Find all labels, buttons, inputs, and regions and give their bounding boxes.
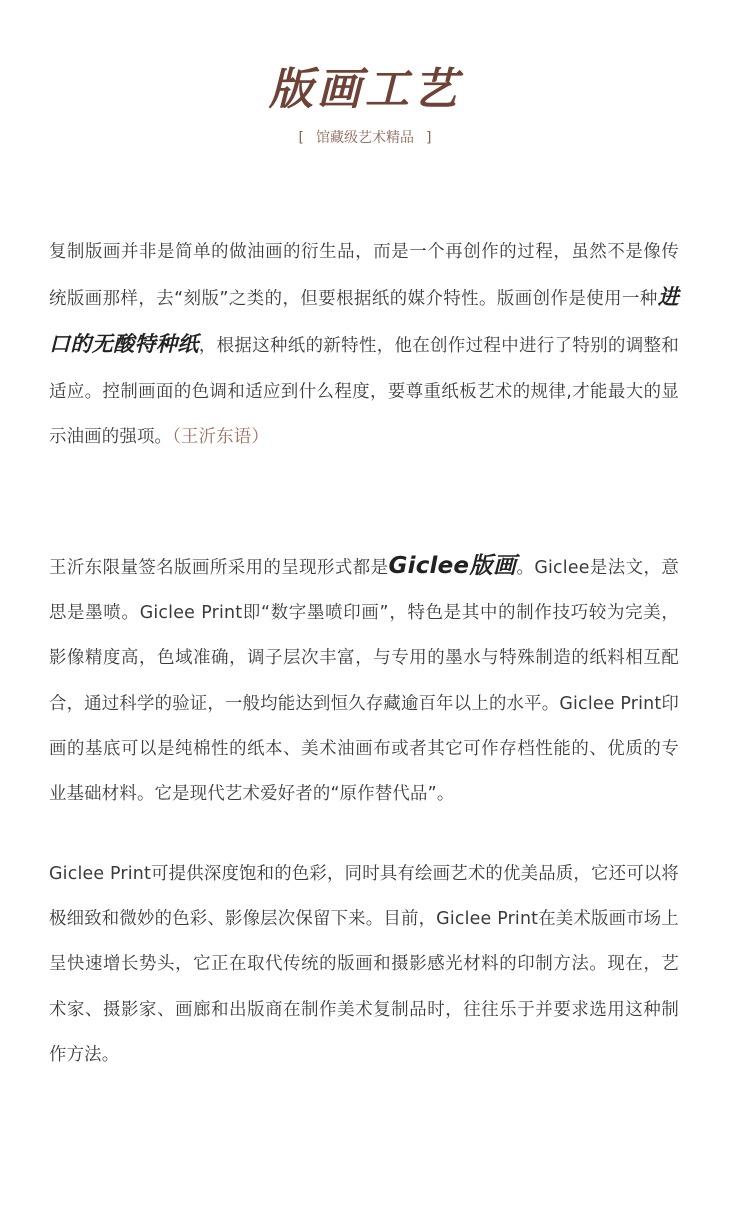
page-subtitle [0,128,730,148]
paragraph-intro-text-a: 复制版画并非是简单的做油画的衍生品，而是一个再创作的过程，虽然不是像传统版画那样，去“刻版”之类的，但要根据纸的媒介特性。版画创作是使用一种 [49,242,679,310]
paragraph-intro [49,230,679,460]
subtitle-close-bracket: ] [426,130,432,146]
paragraph-giclee-emphasis: Giclee版画 [388,553,517,579]
page-title: 版画工艺 [269,64,461,115]
paragraph-intro-text-b: ，根据这种纸的新特性，他在创作过程中进行了特别的调整和适应。控制画面的色调和适应到什么程度，要尊重纸板艺术的规律,才能最大的显示油画的强项。 [49,336,679,447]
paragraph-giclee-print: Giclee Print可提供深度饱和的色彩，同时具有绘画艺术的优美品质，它还可以将极细致和微妙的色彩、影像层次保留下来。目前，Giclee Print在美术版画市场上呈快速增长势头，它正在取代传统的版画和摄影感光材料的印制方法。现在，艺术家、摄影家、画廊和出版商在制作美术复制品时，往往乐于并要求选用这种制作方法。 [49,864,679,1065]
subtitle-text: 馆藏级艺术精品 [316,130,414,146]
paragraph-intro-attribution: （王沂东语） [172,426,269,447]
paragraph-giclee [49,544,679,817]
paragraph-intro-emphasis: 进口的无酸特种纸 [49,285,679,357]
paragraph-giclee-text-b: 。Giclee是法文，意思是墨喷。Giclee Print即“数字墨喷印画”，特色是其中的制作技巧较为完美，影像精度高，色域准确，调子层次丰富，与专用的墨水与特殊制造的纸料相互配合，通过科学的验证，一般均能达到恒久存藏逾百年以上的水平。Giclee Print印画的基底可以是纯棉性的纸本、美术油画布或者其它可作存档性能的、优质的专业基础材料。它是现代艺术爱好者的“原作替代品”。 [49,558,679,805]
subtitle-open-bracket: [ [298,130,304,146]
paragraph-giclee-text-a: 王沂东限量签名版画所采用的呈现形式都是 [49,558,389,578]
